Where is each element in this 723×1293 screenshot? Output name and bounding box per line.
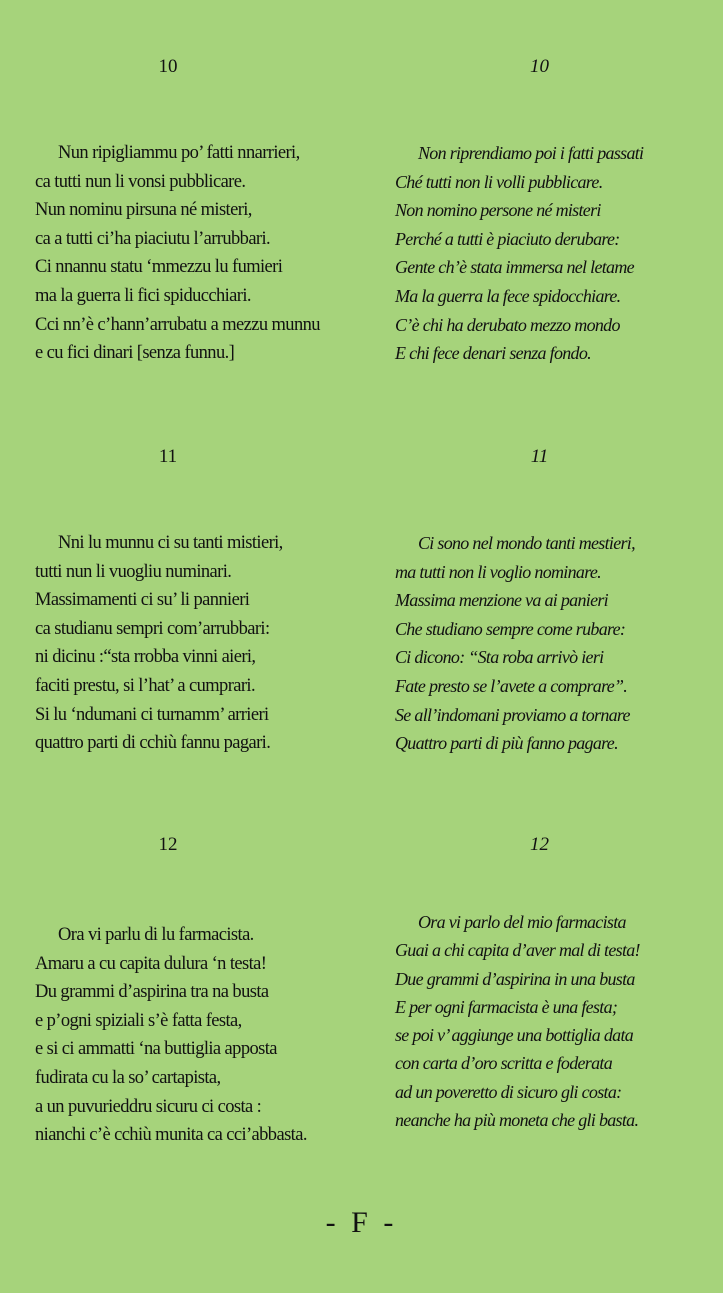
verse-lines <box>395 908 640 1134</box>
verse-line: Ora vi parlo del mio farmacista <box>418 912 626 932</box>
verse-line: faciti prestu, si l’hat’ a cumprari. <box>35 675 256 696</box>
verse-line: Ci sono nel mondo tanti mestieri, <box>418 533 635 553</box>
verse-line: quattro parti di cchiù fannu pagari. <box>35 733 271 754</box>
verse-line: Guai a chi capita d’aver mal di testa! <box>395 940 640 961</box>
stanza-number: 10 <box>530 56 549 77</box>
verse-line: nianchi c’è cchiù munita ca cci’abbasta. <box>35 1125 307 1146</box>
verse-line: Quattro parti di più fanno pagare. <box>395 733 618 754</box>
verse-line: con carta d’oro scritta e foderata <box>395 1053 613 1074</box>
verse-line: neanche ha più moneta che gli basta. <box>395 1110 639 1131</box>
italian-column <box>362 0 723 1293</box>
verse-line: Ché tutti non li volli pubblicare. <box>395 171 603 192</box>
stanza-number: 10 <box>158 56 178 77</box>
verse-line: Gente ch’è stata immersa nel letame <box>395 257 634 278</box>
verse-line: E chi fece denari senza fondo. <box>395 343 591 364</box>
verse-line: Nni lu munnu ci su tanti mistieri, <box>58 533 283 553</box>
verse-line: Non nomino persone né misteri <box>395 200 601 221</box>
stanza-number: 11 <box>158 446 178 467</box>
stanza-number: 11 <box>530 446 549 467</box>
verse-lines <box>395 529 635 758</box>
verse-lines <box>35 139 320 368</box>
verse-line: Che studiano sempre come rubare: <box>395 618 626 639</box>
page-label: - F - <box>325 1206 398 1239</box>
verse-line: Ci dicono: “Sta roba arrivò ieri <box>395 647 604 668</box>
verse-line: Du grammi d’aspirina tra na busta <box>35 982 269 1003</box>
verse-line: C’è chi ha derubato mezzo mondo <box>395 314 620 335</box>
verse-line: Se all’indomani proviamo a tornare <box>395 704 630 725</box>
verse-line: E per ogni farmacista è una festa; <box>395 996 618 1017</box>
verse-line: Ora vi parlu di lu farmacista. <box>58 925 254 945</box>
verse-line: Fate presto se l’avete a comprare”. <box>395 675 628 696</box>
verse-line: Ma la guerra la fece spidocchiare. <box>395 285 621 306</box>
verse-lines <box>35 921 307 1150</box>
verse-line: Si lu ‘ndumani ci turnamm’ arrieri <box>35 704 269 725</box>
verse-line: ni dicinu :“sta rrobba vinni aieri, <box>35 647 256 668</box>
verse-line: ca tutti nun li vonsi pubblicare. <box>35 171 246 192</box>
verse-line: se poi v’ aggiunge una bottiglia data <box>395 1025 634 1046</box>
stanza-number: 12 <box>530 834 549 855</box>
verse-line: Massima menzione va ai panieri <box>395 590 608 611</box>
verse-lines <box>395 139 643 368</box>
verse-lines <box>35 529 283 758</box>
verse-line: tutti nun li vuogliu numinari. <box>35 561 232 582</box>
verse-line: Amaru a cu capita dulura ‘n testa! <box>35 953 267 974</box>
verse-line: Cci nn’è c’hann’arrubatu a mezzu munnu <box>35 314 320 335</box>
verse-line: ma la guerra li fici spiducchiari. <box>35 285 251 306</box>
verse-line: ca a tutti ci’ha piaciutu l’arrubbari. <box>35 228 271 249</box>
verse-line: Due grammi d’aspirina in una busta <box>395 968 635 989</box>
verse-line: Nun ripigliammu po’ fatti nnarrieri, <box>58 143 300 163</box>
verse-line: Nun nominu pirsuna né misteri, <box>35 200 252 221</box>
verse-line: ma tutti non li voglio nominare. <box>395 561 601 582</box>
verse-line: a un puvurieddru sicuru ci costa : <box>35 1096 262 1117</box>
verse-line: Non riprendiamo poi i fatti passati <box>418 143 644 163</box>
verse-line: e si ci ammatti ‘na buttiglia apposta <box>35 1039 277 1060</box>
verse-line: Ci nnannu statu ‘mmezzu lu fumieri <box>35 257 283 278</box>
verse-line: Perché a tutti è piaciuto derubare: <box>395 228 620 249</box>
verse-line: fudirata cu la so’ cartapista, <box>35 1067 221 1088</box>
verse-line: ca studianu sempri com’arrubbari: <box>35 618 270 639</box>
stanza-number: 12 <box>158 834 178 855</box>
verse-line: Massimamenti ci su’ li pannieri <box>35 590 250 611</box>
verse-line: ad un poveretto di sicuro gli costa: <box>395 1081 622 1102</box>
verse-line: e p’ogni spiziali s’è fatta festa, <box>35 1010 242 1031</box>
verse-line: e cu fici dinari [senza funnu.] <box>35 343 235 364</box>
